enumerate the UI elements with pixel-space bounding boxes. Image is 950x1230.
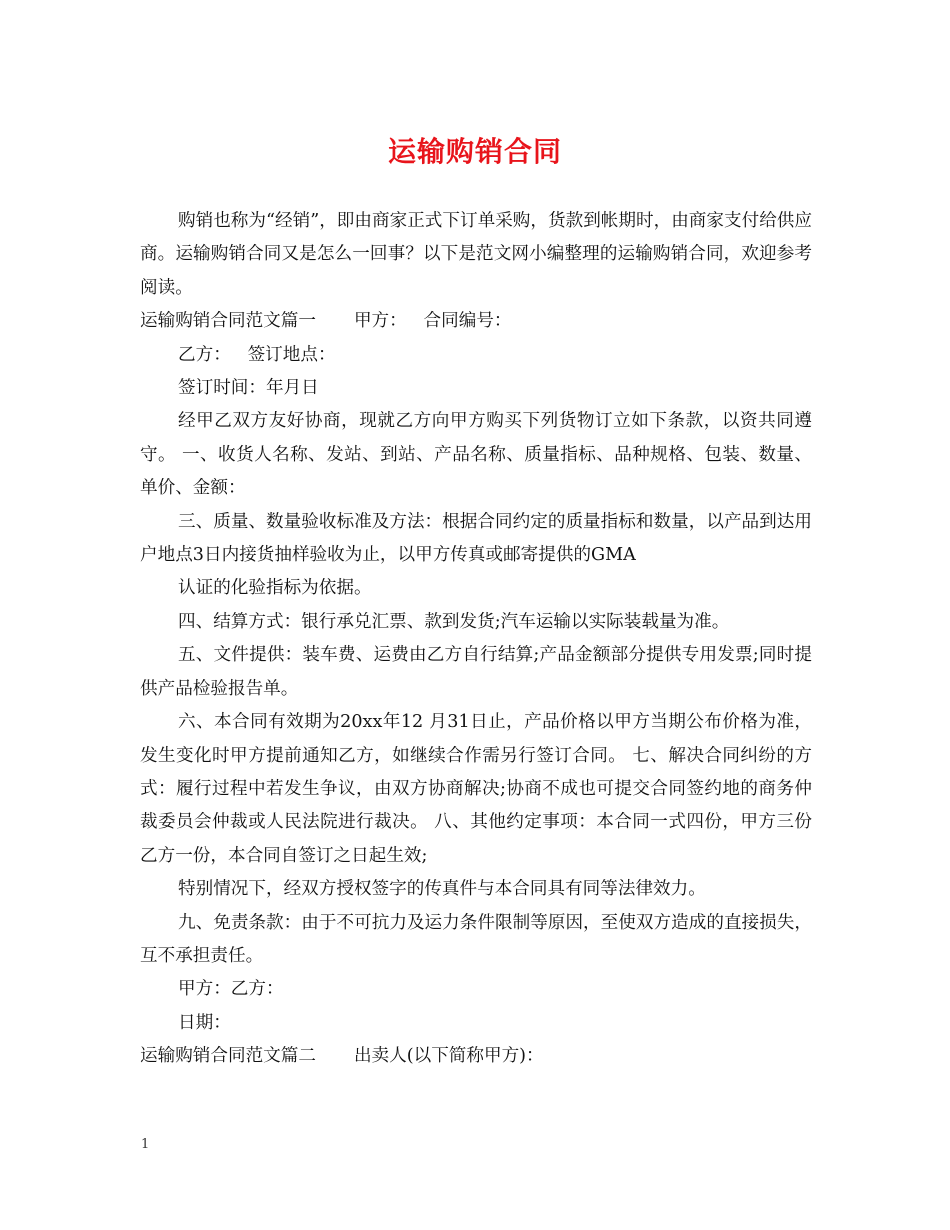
document-body	[140, 205, 812, 1074]
intro-paragraph: 购销也称为“经销”，即由商家正式下订单采购，货款到帐期时，由商家支付给供应商。运输购销合同又是怎么一回事？以下是范文网小编整理的运输购销合同，欢迎参考阅读。	[140, 211, 812, 298]
party-b-line	[140, 339, 812, 372]
sample1-header-line	[140, 305, 812, 338]
sign-time-line: 签订时间：年月日	[178, 378, 319, 399]
sample1-heading: 运输购销合同范文篇一	[140, 311, 316, 332]
special-clause-paragraph: 特别情况下，经双方授权签字的传真件与本合同具有同等法律效力。	[178, 879, 706, 900]
date-line: 日期：	[178, 1012, 231, 1033]
clause-3-paragraph: 三、质量、数量验收标准及方法：根据合同约定的质量指标和数量，以产品到达用户地点3日内接货抽样验收为止，以甲方传真或邮寄提供的GMA	[140, 511, 812, 566]
clause-4-paragraph: 四、结算方式：银行承兑汇票、款到发货;汽车运输以实际装载量为准。	[178, 611, 730, 632]
sign-place-label: 签订地点：	[247, 344, 336, 365]
document-title: 运输购销合同	[387, 135, 562, 168]
contract-number-label: 合同编号：	[423, 311, 512, 332]
clause-6-paragraph: 六、本合同有效期为20xx年12 月31日止，产品价格以甲方当期公布价格为准，发生变化时甲方提前通知乙方，如继续合作需另行签订合同。 七、解决合同纠纷的方式：履行过程中若发生争议，由双方协商解决;协商不成也可提交合同签约地的商务仲裁委员会仲裁或人民法院进行裁决。 八、其他约定事项：本合同一式四份，甲方三份乙方一份，本合同自签订之日起生效;	[140, 712, 812, 866]
preamble-paragraph: 经甲乙双方友好协商，现就乙方向甲方购买下列货物订立如下条款，以资共同遵守。 一、收货人名称、发站、到站、产品名称、质量指标、品种规格、包装、数量、单价、金额：	[140, 411, 812, 499]
sample2-header-line	[140, 1040, 812, 1073]
party-a-label: 甲方：	[353, 311, 407, 332]
seller-label: 出卖人(以下简称甲方)：	[353, 1046, 544, 1067]
party-b-label: 乙方：	[178, 344, 231, 365]
signature-parties-line: 甲方：乙方：	[178, 979, 284, 1000]
clause-9-paragraph: 九、免责条款：由于不可抗力及运力条件限制等原因，至使双方造成的直接损失，互不承担责任。	[140, 912, 812, 966]
sample2-heading: 运输购销合同范文篇二	[140, 1046, 316, 1067]
page-number: 1	[141, 1137, 150, 1152]
clause-5-paragraph: 五、文件提供：装车费、运费由乙方自行结算;产品金额部分提供专用发票;同时提供产品检验报告单。	[140, 645, 812, 699]
clause-3-continuation: 认证的化验指标为依据。	[178, 578, 372, 599]
